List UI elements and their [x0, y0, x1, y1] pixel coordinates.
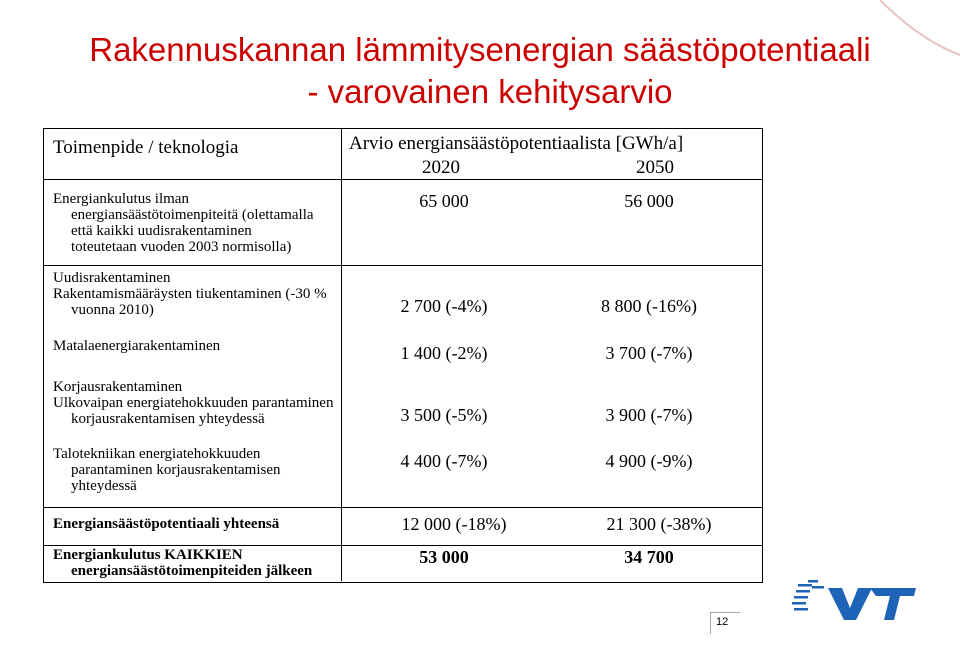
slide-title-line1: Rakennuskannan lämmitysenergian säästöpotentiaali	[89, 31, 871, 68]
value-2050: 3 900 (-7%)	[605, 405, 693, 425]
page-number: 12	[716, 616, 729, 628]
row-heading: Uudisrakentaminen	[53, 270, 171, 286]
value-2050: 21 300 (-38%)	[606, 514, 712, 534]
header-estimate: Arvio energiansäästöpotentiaalista [GWh/a]	[349, 133, 684, 154]
value-2020: 2 700 (-4%)	[400, 296, 488, 316]
row-final-consumption-label	[53, 547, 312, 579]
row-building-services-label	[53, 446, 281, 494]
row-text: toteutetaan vuoden 2003 normisolla)	[71, 239, 292, 255]
row-text: Ulkovaipan energiatehokkuuden parantaminen	[53, 395, 334, 411]
value-2050: 8 800 (-16%)	[601, 296, 697, 316]
header-year-2020: 2020	[422, 157, 460, 178]
row-heading: Korjausrakentaminen	[53, 379, 183, 395]
row-text: vuonna 2010)	[71, 302, 154, 318]
vtt-logo	[790, 578, 920, 623]
value-2020: 3 500 (-5%)	[400, 405, 488, 425]
row-text: että kaikki uudisrakentaminen	[71, 223, 252, 239]
row-baseline-label	[53, 191, 314, 255]
row-text: Energiankulutus KAIKKIEN	[53, 547, 243, 563]
row-divider	[44, 545, 762, 546]
row-total-label: Energiansäästöpotentiaali yhteensä	[53, 516, 280, 532]
row-text: Energiankulutus ilman	[53, 191, 189, 207]
value-2050: 56 000	[624, 191, 674, 211]
row-text: energiansäästötoimenpiteiden jälkeen	[71, 563, 313, 579]
header-divider	[44, 179, 762, 180]
row-renovation-label	[53, 379, 333, 427]
value-2050: 34 700	[624, 547, 674, 567]
header-measure: Toimenpide / teknologia	[53, 137, 239, 158]
column-divider	[341, 129, 342, 581]
value-2020: 1 400 (-2%)	[400, 343, 488, 363]
row-text: Rakentamismääräysten tiukentaminen (-30 %	[53, 286, 327, 302]
savings-table	[43, 128, 763, 583]
slide-title-line2: - varovainen kehitysarvio	[307, 73, 673, 110]
row-low-energy-label: Matalaenergiarakentaminen	[53, 338, 221, 354]
row-text: parantaminen korjausrakentamisen	[71, 462, 281, 478]
row-text: yhteydessä	[71, 478, 137, 494]
row-new-construction-label	[53, 270, 327, 318]
row-divider	[44, 507, 762, 508]
row-text: Talotekniikan energiatehokkuuden	[53, 446, 261, 462]
row-divider	[44, 265, 762, 266]
value-2020: 53 000	[419, 547, 469, 567]
row-text: korjausrakentamisen yhteydessä	[71, 411, 265, 427]
value-2050: 4 900 (-9%)	[605, 451, 693, 471]
logo-text: VTT	[890, 578, 892, 579]
header-year-2050: 2050	[636, 157, 674, 178]
value-2020: 12 000 (-18%)	[401, 514, 507, 534]
value-2050: 3 700 (-7%)	[605, 343, 693, 363]
row-text: energiansäästötoimenpiteitä (olettamalla	[71, 207, 314, 223]
value-2020: 4 400 (-7%)	[400, 451, 488, 471]
value-2020: 65 000	[419, 191, 469, 211]
